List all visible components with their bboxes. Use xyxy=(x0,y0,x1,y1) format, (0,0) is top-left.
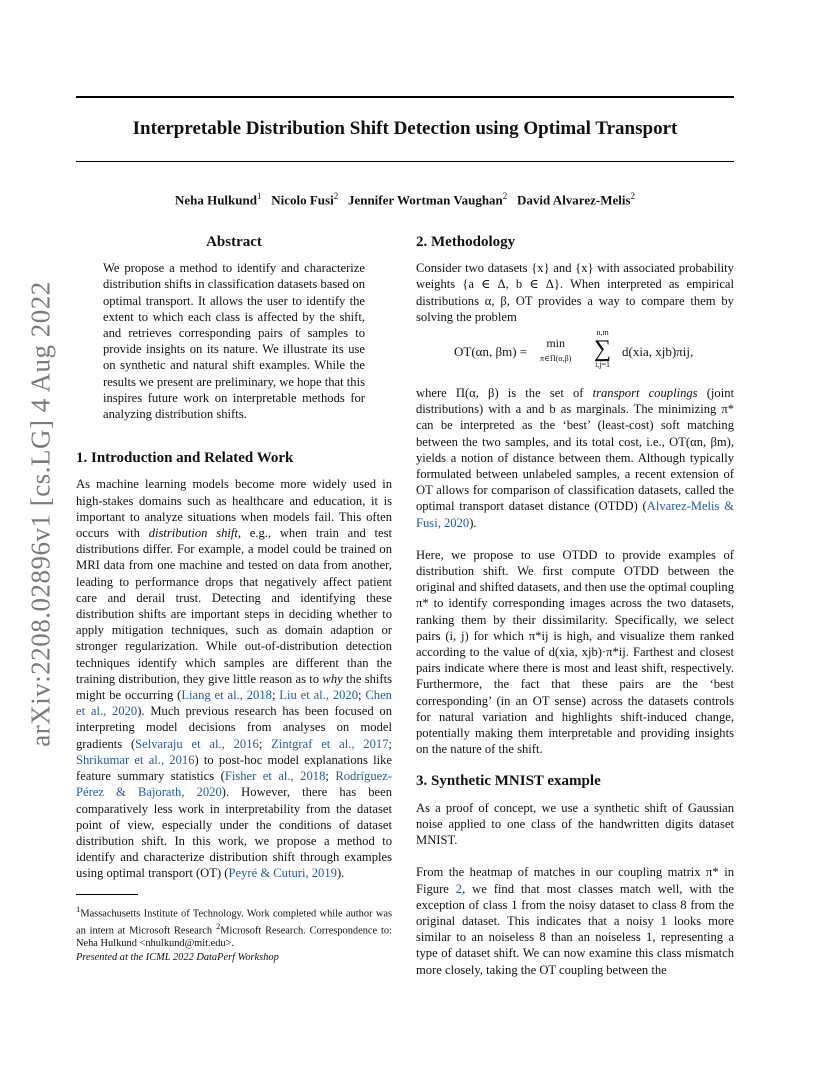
intro-text: ). Much previous research has been focused on interpreting model decisions from analyses on model gradients ( xyxy=(76,704,392,751)
method-text: ). xyxy=(469,515,477,530)
citation-separator: ; xyxy=(388,736,392,751)
ot-equation xyxy=(416,328,734,371)
method-text: where Π(α, β) is the set of xyxy=(416,386,584,401)
intro-text: the shifts might be occurring ( xyxy=(76,671,393,703)
equation-rhs: d(xia, xjb)πij, xyxy=(622,344,694,360)
citation-link[interactable]: Peyré & Cuturi, 2019 xyxy=(228,866,337,881)
sigma-symbol: ∑ xyxy=(594,336,612,363)
intro-heading: 1. Introduction and Related Work xyxy=(76,450,294,467)
citation-separator: ; xyxy=(271,688,280,703)
citation-link[interactable]: Rodríguez-Pérez & Bajorath, 2020 xyxy=(76,769,393,800)
intro-emphasis: distribution shift xyxy=(148,526,238,541)
author-name: Jennifer Wortman Vaughan xyxy=(347,192,503,208)
footnote-text: Massachusetts Institute of Technology. Work completed while author was an intern at Microsoft Research xyxy=(76,907,392,937)
intro-emphasis: why xyxy=(322,671,343,686)
citation-link[interactable]: Liu et al., 2020 xyxy=(279,688,359,703)
footnote-text: Microsoft Research. Correspondence to: Neha Hulkund <nhulkund@mit.edu>. xyxy=(76,925,392,950)
citation-link[interactable]: Selvaraju et al., 2016 xyxy=(135,736,259,751)
citation-link[interactable]: Chen et al., 2020 xyxy=(76,688,392,719)
paper-title: Interpretable Distribution Shift Detection using Optimal Transport xyxy=(132,118,678,139)
sum-subscript: i,j=1 xyxy=(595,360,611,370)
intro-text: , e.g., when train and test distributions differ. For example, a model could be trained on MRI data from one machine and tested on data from another, leading to performance drops that negatively affect patient care and derail trust. Detecting and identifying these distribution shifts are important steps in deciding whether to apply mitigation techniques, such as domain adaption or stronger regularization. While out-of-distribution detection techniques identify which samples are different than the training distribution, they give little reason as to xyxy=(76,526,392,686)
mnist-heading: 3. Synthetic MNIST example xyxy=(416,773,601,790)
title-rule-top xyxy=(76,96,734,98)
right-column xyxy=(416,234,734,978)
figure-link[interactable]: 2 xyxy=(455,881,463,896)
intro-text: ). xyxy=(336,866,345,881)
footnote-mark: 2 xyxy=(215,920,221,931)
citation-separator: ; xyxy=(325,769,336,784)
author-name: Nicolo Fusi xyxy=(271,192,334,208)
method-text: } and {x xyxy=(543,261,588,276)
arxiv-identifier-stamp xyxy=(22,281,60,747)
intro-text: ) to post-hoc model explanations like feature summary statistics ( xyxy=(76,752,392,784)
author-name: David Alvarez-Melis xyxy=(517,192,631,208)
citation-separator: ; xyxy=(258,736,272,751)
author-name: Neha Hulkund xyxy=(174,192,257,208)
method-text: , OT provides a way to compare them by solving the problem xyxy=(416,293,734,324)
equation-lhs: OT(αn, βm) = xyxy=(454,344,528,360)
author-affiliation: 2 xyxy=(502,191,508,201)
mnist-text: From the heatmap of matches in our coupling matrix π* in Figure xyxy=(416,865,734,896)
intro-paragraph xyxy=(76,476,392,881)
author-affiliation: 2 xyxy=(630,191,636,201)
paragraph-gap xyxy=(416,848,734,864)
citation-link[interactable]: Liang et al., 2018 xyxy=(181,688,272,703)
footnote-mark: 1 xyxy=(76,903,81,914)
author-list xyxy=(76,191,734,208)
method-emphasis: transport couplings xyxy=(592,386,698,401)
author-affiliation: 2 xyxy=(333,191,339,201)
citation-link[interactable]: Fisher et al., 2018 xyxy=(224,769,326,784)
mnist-text: , we find that most classes match well, with the exception of class 1 from the noisy dataset to class 8 from the original dataset. This indicates that a noisy 1 looks more similar to an noiseless 8 than an noiseless 1, representing a type of dataset shift. We can now examine this class mismatch more closely, taking the OT coupling between the xyxy=(416,881,734,977)
paragraph-gap xyxy=(416,531,734,547)
author-affiliation: 1 xyxy=(256,191,262,201)
abstract-text: We propose a method to identify and characterize distribution shifts in classification datasets based on optimal transport. It allows the user to identify the extent to which each class is affected by the shift, and retrieves corresponding pairs of samples to provide insights on its nature. We illustrate its use on synthetic and natural shift examples. While the results we present are preliminary, we hope that this inspires future work on interpretable methods for analyzing distribution shifts. xyxy=(103,261,365,422)
footnote xyxy=(76,903,392,951)
method-text: , β xyxy=(491,293,507,308)
intro-text: As machine learning models become more widely used in high-stakes domains such as healthcare and education, it is important to analyze situations when models fail. This often occurs with xyxy=(76,477,392,541)
methodology-paragraph xyxy=(416,385,734,531)
citation-separator: ; xyxy=(358,688,366,703)
equation-min xyxy=(540,335,571,367)
method-text: (joint distributions) with a and b as marginals. The minimizing π* can be interpreted as the ‘best’ (least-cost) soft matching between the two samples, and its total cost, i.e., OT(αn, βm), yields a notion of distance between them. Although typically formulated between unlabeled samples, a recent extension of OT allows for comparison of classification datasets, called the optimal transport dataset distance (OTDD) ( xyxy=(416,386,735,514)
equation-sum xyxy=(594,329,611,369)
left-column xyxy=(76,234,392,967)
mnist-paragraph: As a proof of concept, we use a synthetic shift of Gaussian noise applied to one class of the handwritten digits dataset MNIST. xyxy=(416,800,734,848)
method-text: Consider two datasets {x xyxy=(416,261,544,276)
methodology-paragraph xyxy=(416,260,734,325)
citation-link[interactable]: Alvarez-Melis & Fusi, 2020 xyxy=(416,499,734,530)
footnote-rule xyxy=(76,894,138,895)
method-text: } with associated probability weights {a ∈ Δ xyxy=(416,261,734,292)
methodology-heading: 2. Methodology xyxy=(416,234,516,250)
venue-note: Presented at the ICML 2022 DataPerf Workshop xyxy=(76,952,279,964)
methodology-paragraph: Here, we propose to use OTDD to provide examples of distribution shift. We first compute OTDD between the original and shifted datasets, and then use the optimal coupling π* to identify corresponding images across the two datasets, ranking them by their dissimilarity. Specifically, we select pairs (i, j) for which π*ij is high, and visualize them ranked according to the value of d(xia, xjb)·π*ij. Farthest and closest pairs indicate where there is most and least shift, respectively. Furthermore, the fact that these pairs are the ‘best corresponding’ (in an OT sense) across the datasets controls for natural variation and highlights shift-induced change, potentially making them interpretable and providing insights on the nature of the shift. xyxy=(416,547,734,757)
abstract-heading: Abstract xyxy=(206,234,262,250)
citation-link[interactable]: Shrikumar et al., 2016 xyxy=(76,752,195,767)
title-rule-bottom xyxy=(76,161,734,162)
mnist-paragraph xyxy=(416,864,734,977)
citation-link[interactable]: Zintgraf et al., 2017 xyxy=(271,736,389,751)
min-subscript: π∈Π(α,β) xyxy=(540,354,572,364)
intro-text: ). However, there has been comparatively less work in interpretability from the dataset point of view, especially under the conditions of dataset distribution shift. In this work, we propose a method to identify and characterize distribution shift through examples using optimal transport (OT) ( xyxy=(76,785,392,881)
arxiv-identifier: arXiv:2208.02896v1 [cs.LG] 4 Aug 2022 xyxy=(25,281,56,747)
min-operator: min xyxy=(546,336,565,351)
sum-superscript: n,m xyxy=(596,328,609,338)
method-text: }. When interpreted as empirical distributions α xyxy=(416,277,735,308)
method-text: , b ∈ Δ xyxy=(505,277,554,292)
